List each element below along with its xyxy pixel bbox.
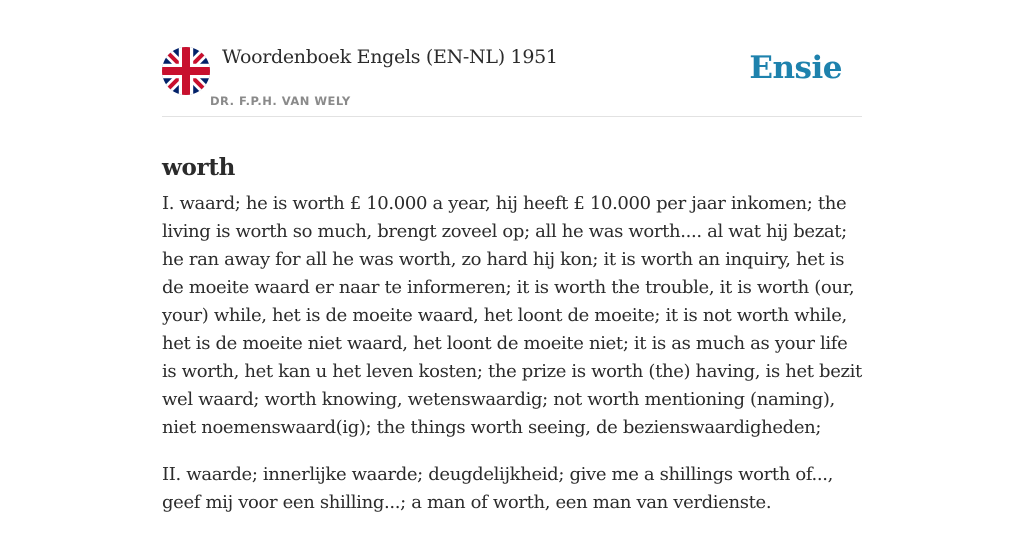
definition-paragraph: II. waarde; innerlijke waarde; deugdelijkheid; give me a shillings worth of..., geef mij voor een shilling...; a man of worth, een man van verdienste. xyxy=(162,464,834,513)
header xyxy=(162,0,862,117)
author-name: DR. F.P.H. VAN WELY xyxy=(210,94,351,108)
page xyxy=(162,0,862,512)
uk-flag-icon xyxy=(162,47,210,95)
entry-definition xyxy=(162,190,862,536)
ensie-logo[interactable]: Ensie xyxy=(749,50,842,86)
definition-paragraph: I. waard; he is worth £ 10.000 a year, hij heeft £ 10.000 per jaar inkomen; the living is worth so much, brengt zoveel op; all he was worth.... al wat hij bezat; he ran away for all he was worth, zo hard hij kon; it is worth an inquiry, het is de moeite waard er naar te informeren; it is worth the trouble, it is worth (our, your) while, het is de moeite waard, het loont de moeite; it is not worth while, het is de moeite niet waard, het loont de moeite niet; it is as much as your life is worth, het kan u het leven kosten; the prize is worth (the) having, is het bezit wel waard; worth knowing, wetenswaardig; not worth mentioning (naming), niet noemenswaard(ig); the things worth seeing, de bezienswaardigheden; xyxy=(162,193,862,438)
entry-term: worth xyxy=(162,154,236,182)
dictionary-title[interactable]: Woordenboek Engels (EN-NL) 1951 xyxy=(222,46,558,68)
